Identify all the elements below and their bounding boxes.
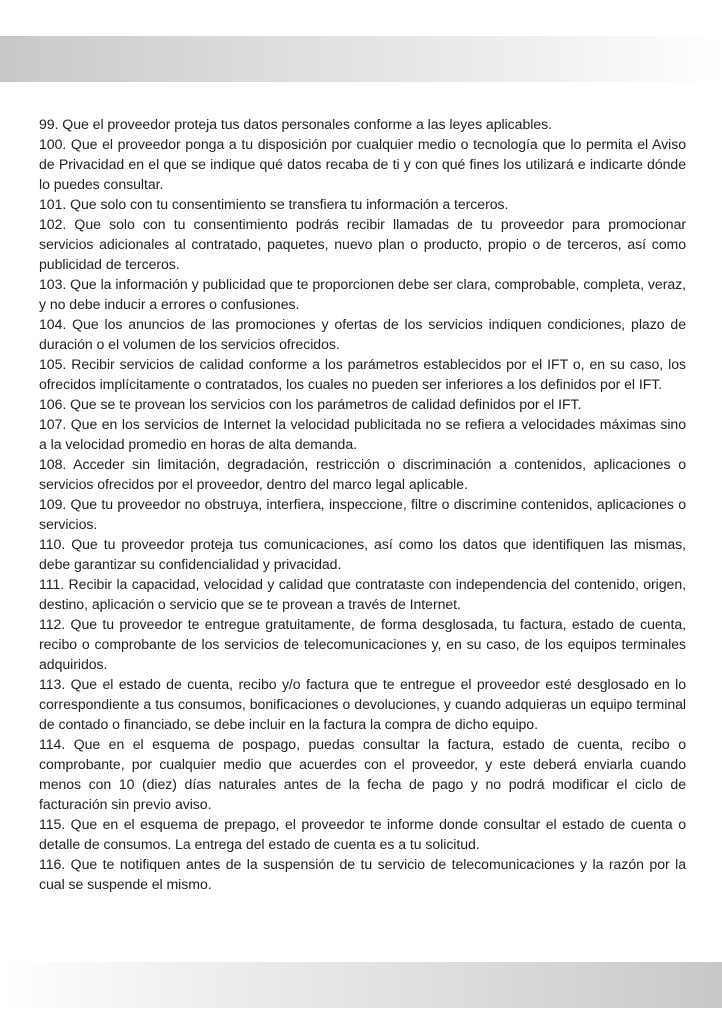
list-item: 100. Que el proveedor ponga a tu disposición por cualquier medio o tecnología que lo permita el Aviso de Privacidad en el que se indique qué datos recaba de ti y con qué fines los utilizará e indicarte dónde lo puedes consultar. (39, 136, 686, 192)
footer-band (0, 962, 722, 1008)
list-item: 116. Que te notifiquen antes de la suspensión de tu servicio de telecomunicaciones y la razón por la cual se suspende el mismo. (39, 856, 686, 892)
list-item: 103. Que la información y publicidad que te proporcionen debe ser clara, comprobable, completa, veraz, y no debe inducir a errores o confusiones. (39, 276, 686, 312)
list-item: 115. Que en el esquema de prepago, el proveedor te informe donde consultar el estado de cuenta o detalle de consumos. La entrega del estado de cuenta es a tu solicitud. (39, 816, 686, 852)
list-item: 108. Acceder sin limitación, degradación, restricción o discriminación a contenidos, aplicaciones o servicios ofrecidos por el proveedor, dentro del marco legal aplicable. (39, 456, 686, 492)
list-item: 110. Que tu proveedor proteja tus comunicaciones, así como los datos que identifiquen las mismas, debe garantizar su confidencialidad y privacidad. (39, 536, 686, 572)
list-item: 107. Que en los servicios de Internet la velocidad publicitada no se refiera a velocidades máximas sino a la velocidad promedio en horas de alta demanda. (39, 416, 686, 452)
list-item: 111. Recibir la capacidad, velocidad y calidad que contrataste con independencia del contenido, origen, destino, aplicación o servicio que se te provean a través de Internet. (39, 576, 686, 612)
list-item: 99. Que el proveedor proteja tus datos personales conforme a las leyes aplicables. (39, 116, 552, 132)
list-item: 106. Que se te provean los servicios con los parámetros de calidad definidos por el IFT. (39, 396, 582, 412)
list-item: 114. Que en el esquema de pospago, puedas consultar la factura, estado de cuenta, recibo o comprobante, por cualquier medio que acuerdes con el proveedor, y este deberá enviarla cuando menos con 10 (diez) días naturales antes de la fecha de pago y no podrá modificar el ciclo de facturación sin previo aviso. (39, 736, 686, 812)
rights-list (39, 114, 686, 894)
list-item: 105. Recibir servicios de calidad conforme a los parámetros establecidos por el IFT o, en su caso, los ofrecidos implícitamente o contratados, los cuales no pueden ser inferiores a los definidos por el IFT. (39, 356, 686, 392)
list-item: 101. Que solo con tu consentimiento se transfiera tu información a terceros. (39, 196, 509, 212)
list-item: 104. Que los anuncios de las promociones y ofertas de los servicios indiquen condiciones, plazo de duración o el volumen de los servicios ofrecidos. (39, 316, 686, 352)
list-item: 112. Que tu proveedor te entregue gratuitamente, de forma desglosada, tu factura, estado de cuenta, recibo o comprobante de los servicios de telecomunicaciones y, en su caso, de los equipos terminales adquiridos. (39, 616, 686, 672)
list-item: 113. Que el estado de cuenta, recibo y/o factura que te entregue el proveedor esté desglosado en lo correspondiente a tus consumos, bonificaciones o devoluciones, y cuando adquieras un equipo terminal de contado o financiado, se debe incluir en la factura la compra de dicho equipo. (39, 676, 686, 732)
list-item: 102. Que solo con tu consentimiento podrás recibir llamadas de tu proveedor para promocionar servicios adicionales al contratado, paquetes, nuevo plan o producto, propio o de terceros, así como publicidad de terceros. (39, 216, 686, 272)
list-item: 109. Que tu proveedor no obstruya, interfiera, inspeccione, filtre o discrimine contenidos, aplicaciones o servicios. (39, 496, 686, 532)
header-band (0, 36, 722, 82)
